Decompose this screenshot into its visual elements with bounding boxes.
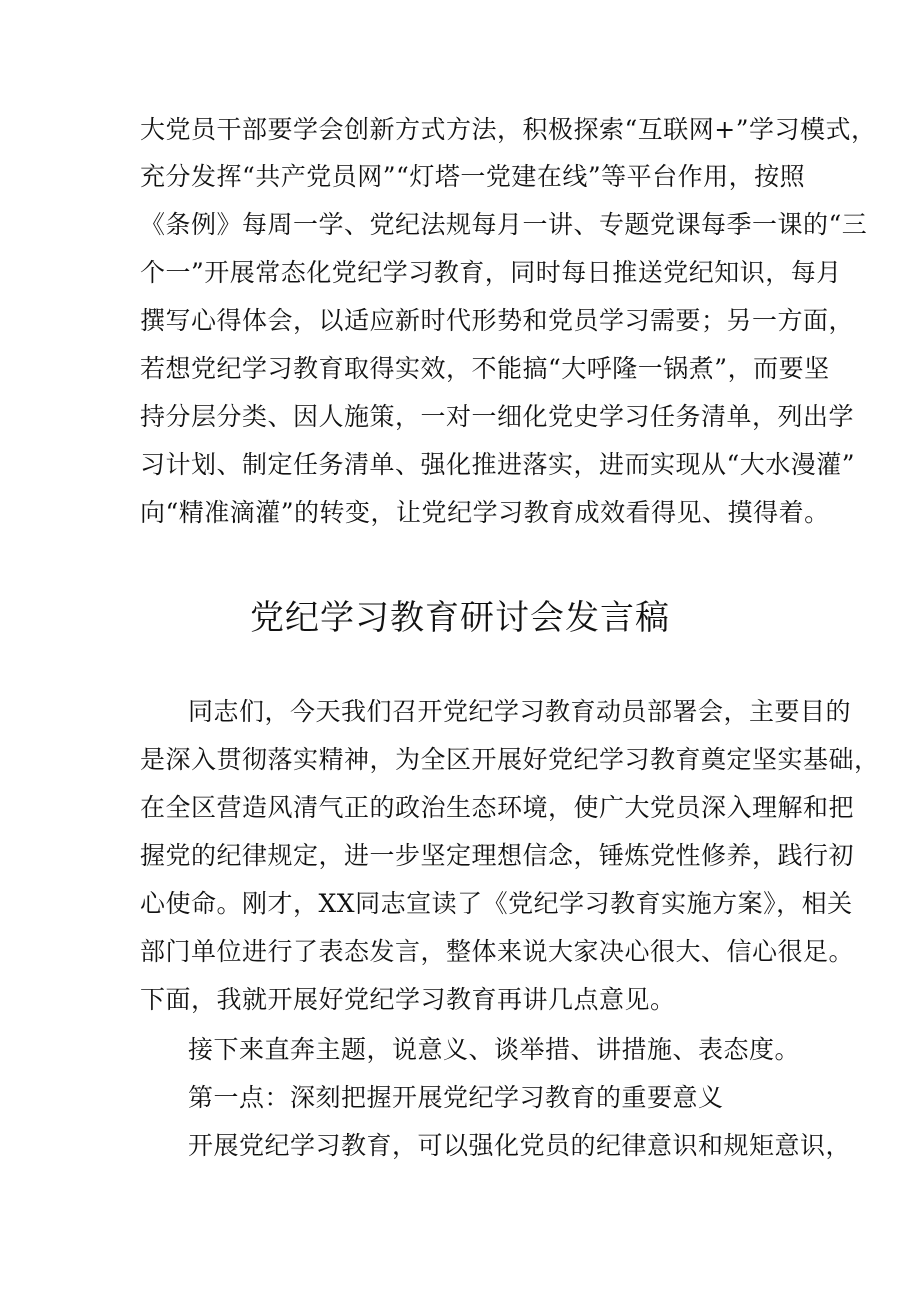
page-title: 党纪学习教育研讨会发言稿 xyxy=(250,598,670,638)
continuation-line-4: 个一”开展常态化党纪学习教育，同时每日推送党纪知识，每月 xyxy=(140,258,842,287)
continuation-line-1: 大党员干部要学会创新方式方法，积极探索“互联网+”学习模式， xyxy=(140,115,877,144)
continuation-line-2: 充分发挥“共产党员网”“灯塔一党建在线”等平台作用，按照 xyxy=(140,162,806,191)
continuation-line-3: 《条例》每周一学、党纪法规每月一讲、专题党课每季一课的“三 xyxy=(140,210,868,239)
continuation-line-7: 持分层分类、因人施策，一对一细化党史学习任务清单，列出学 xyxy=(140,402,855,431)
speech-line-2: 是深入贯彻落实精神，为全区开展好党纪学习教育奠定坚实基础， xyxy=(140,745,880,774)
speech-line-1: 同志们，今天我们召开党纪学习教育动员部署会，主要目的 xyxy=(188,697,852,726)
continuation-line-5: 撰写心得体会，以适应新时代形势和党员学习需要；另一方面， xyxy=(140,306,855,335)
point-one-paragraph: 开展党纪学习教育，可以强化党员的纪律意识和规矩意识， xyxy=(188,1131,852,1160)
continuation-line-8: 习计划、制定任务清单、强化推进落实，进而实现从“大水漫灌” xyxy=(140,450,856,479)
point-one-heading: 第一点：深刻把握开展党纪学习教育的重要意义 xyxy=(188,1083,724,1112)
speech-line-5: 心使命。刚才，XX同志宣读了《党纪学习教育实施方案》，相关 xyxy=(140,889,853,918)
continuation-line-9: 向“精准滴灌”的转变，让党纪学习教育成效看得见、摸得着。 xyxy=(140,498,830,527)
continuation-line-6: 若想党纪学习教育取得实效，不能搞“大呼隆一锅煮”，而要坚 xyxy=(140,354,830,383)
speech-line-3: 在全区营造风清气正的政治生态环境，使广大党员深入理解和把 xyxy=(140,793,855,822)
speech-line-7: 下面，我就开展好党纪学习教育再讲几点意见。 xyxy=(140,985,676,1014)
outline-paragraph: 接下来直奔主题，说意义、谈举措、讲措施、表态度。 xyxy=(188,1035,801,1064)
speech-line-6: 部门单位进行了表态发言，整体来说大家决心很大、信心很足。 xyxy=(140,937,855,966)
speech-line-4: 握党的纪律规定，进一步坚定理想信念，锤炼党性修养，践行初 xyxy=(140,841,855,870)
